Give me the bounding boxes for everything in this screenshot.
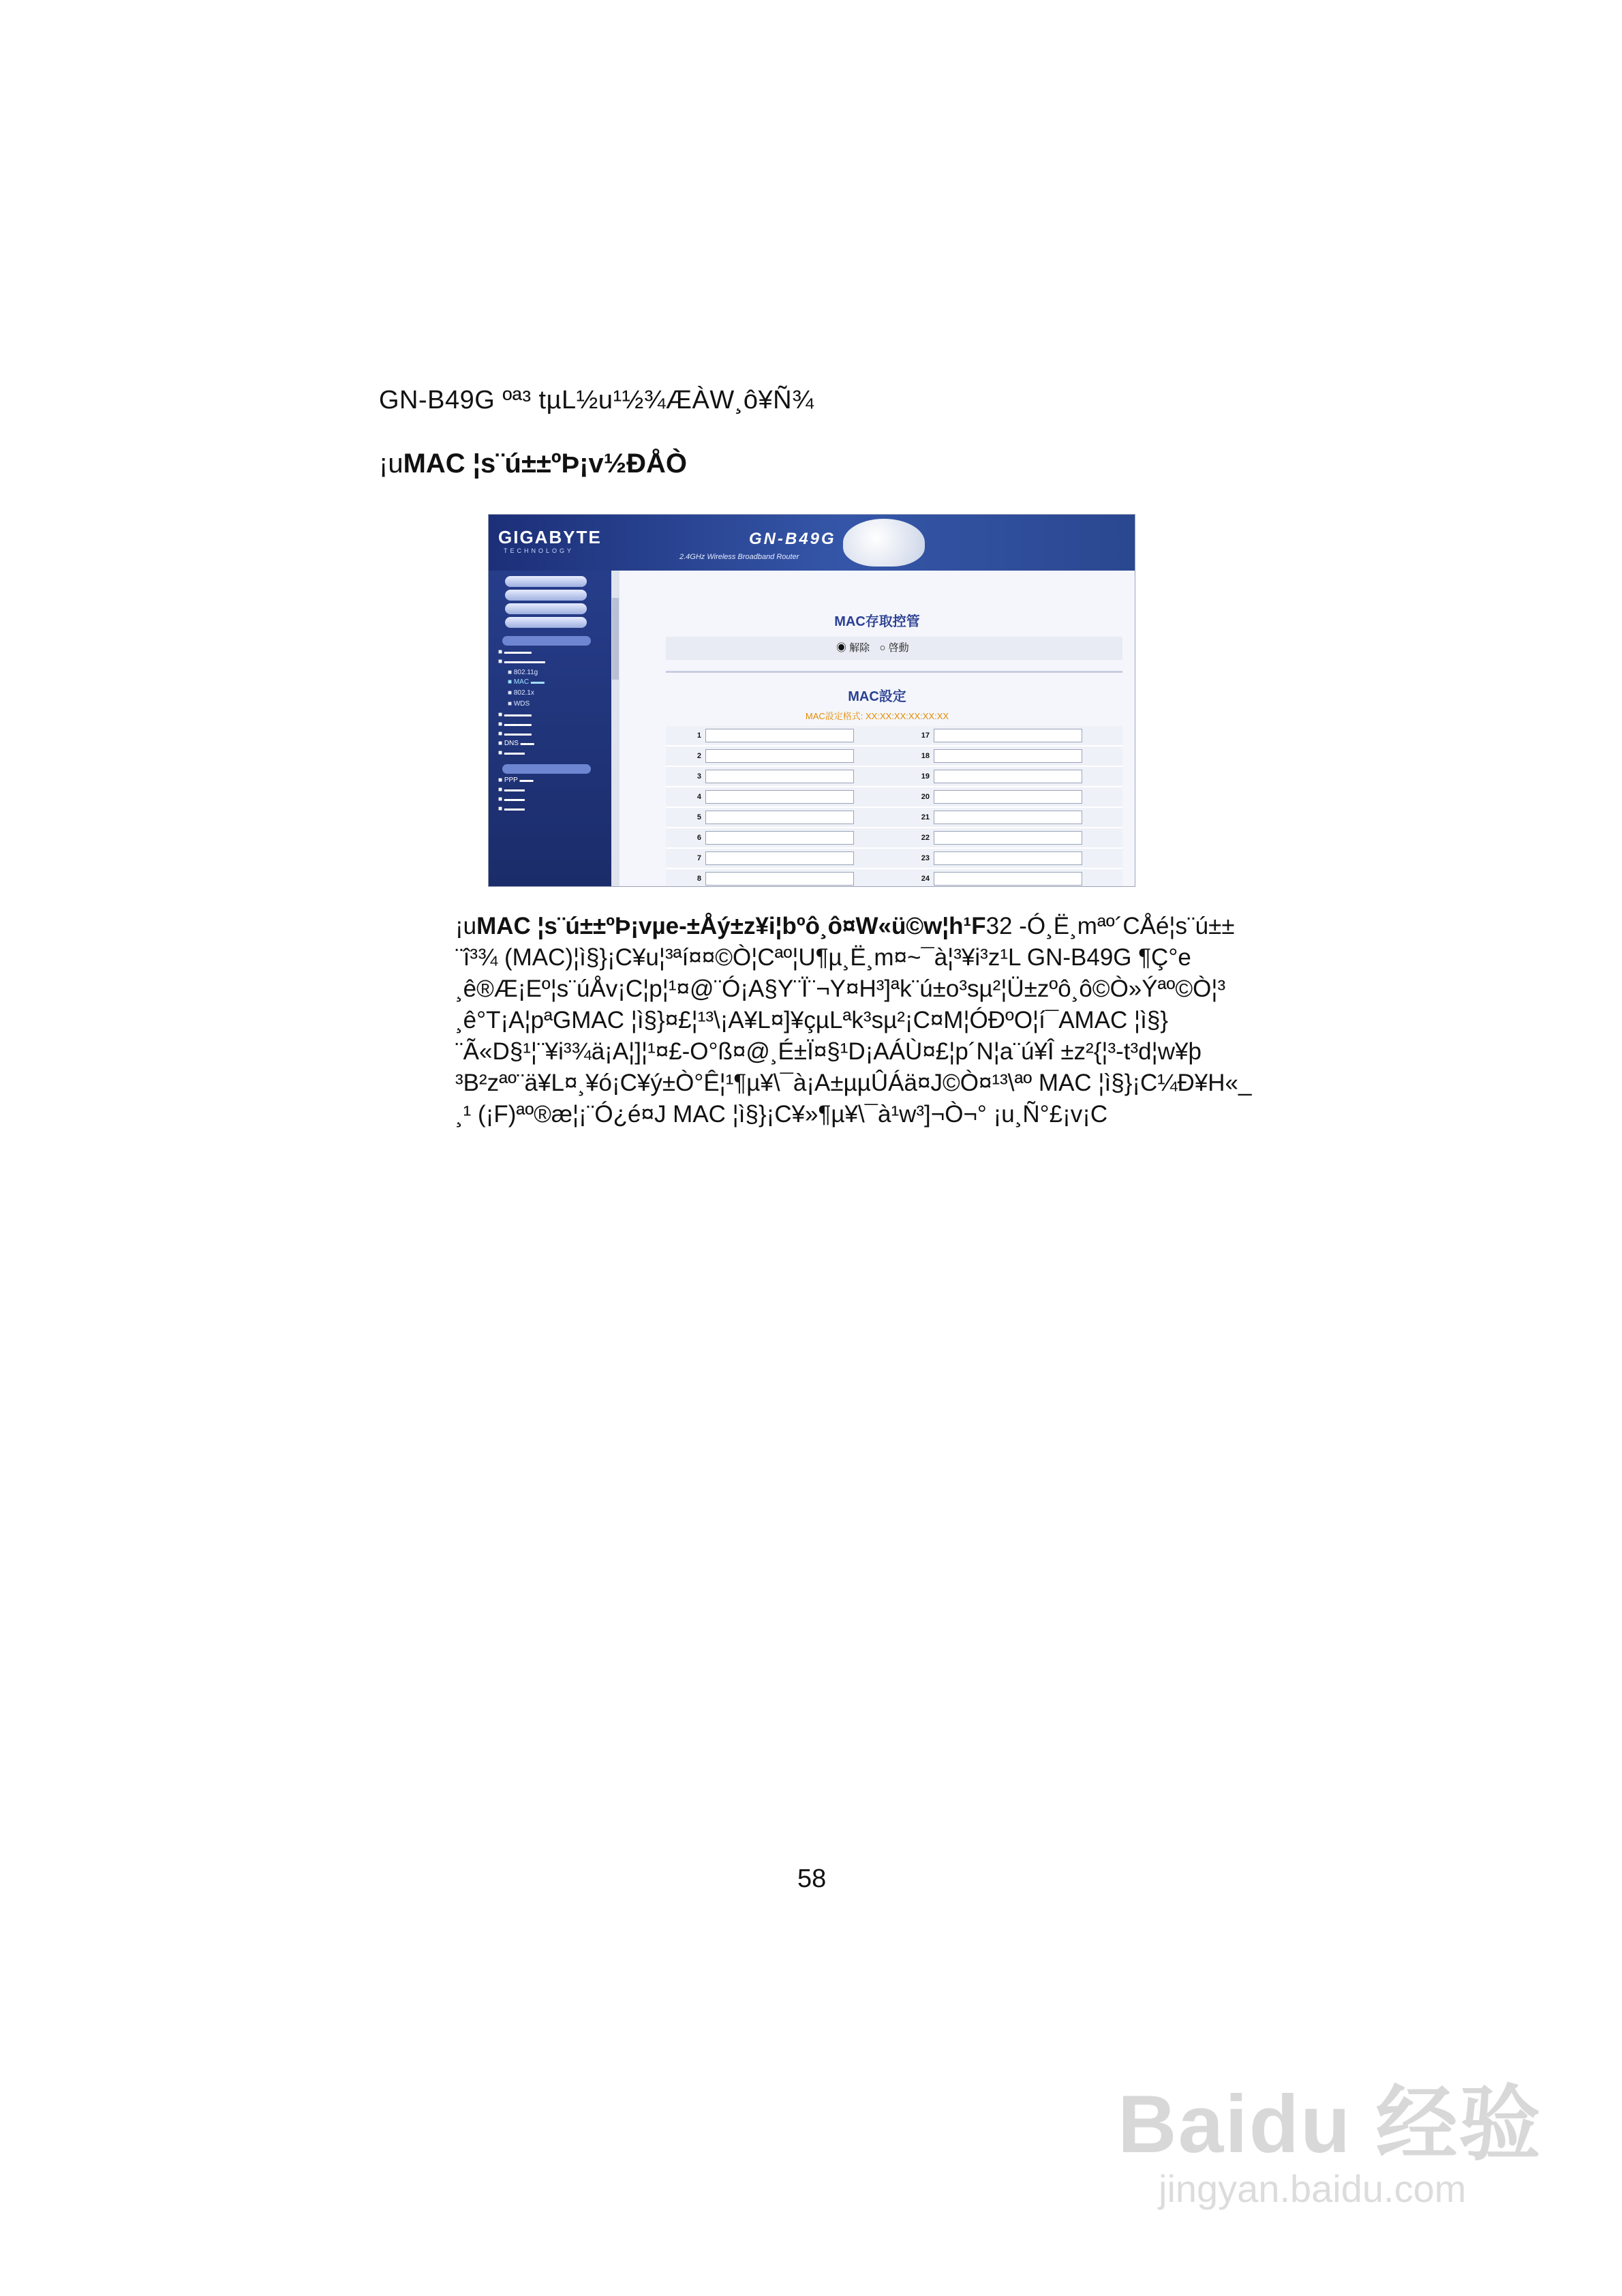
table-row: 8 24 [666,869,1122,887]
watermark-brand: Baidu 经验 [1118,2079,1542,2170]
table-row: 1 17 [666,726,1122,746]
body-line-2: ¨î³¾ (MAC)¦ì§}¡C¥u¦³ªí¤¤©Ò¦Cªº¦U¶µ¸Ë¸m¤~¯à¦³¥i³z¹L GN-B49G ¶Ç°e [455,944,1191,971]
sidebar-item-network[interactable]: ■ ▬▬▬▬ [498,648,532,656]
sidebar-item-mac[interactable]: ■ MAC ▬▬ [508,678,545,686]
table-row: 6 22 [666,828,1122,849]
watermark-url: jingyan.baidu.com [1159,2167,1467,2210]
mac-input[interactable] [705,811,854,824]
gigabyte-logo: GIGABYTE [498,527,602,547]
mac-format-hint: MAC設定格式: XX:XX:XX:XX:XX:XX [805,711,949,721]
mac-input[interactable] [934,851,1082,865]
content-divider [666,671,1122,673]
radio-disable[interactable]: ◉ 解除 [836,642,870,654]
router-model-sub: 2.4GHz Wireless Broadband Router [679,553,799,561]
router-ui-screenshot [488,514,1135,887]
router-image-icon [843,519,925,567]
body-paragraph [455,911,1266,1130]
sidebar-item-80211g[interactable]: ■ 802.11g [508,669,538,676]
sidebar-section-tools [502,764,591,774]
sidebar-item-ppp[interactable]: ■ PPP ▬▬ [498,776,534,784]
gigabyte-logo-sub: TECHNOLOGY [504,547,575,554]
baidu-watermark [1118,2059,1542,2211]
body-line-1: ¡uMAC ¦s¨ú±±ºÞ¡vµe-±Åý±z¥i¦bºô¸ô¤W«ü©w¦h¹F32 -Ó¸Ë¸mªº´CÅé¦s¨ú±± [455,913,1235,939]
sidebar-item-password[interactable]: ■ ▬▬▬ [498,805,525,813]
mac-input[interactable] [934,831,1082,845]
section-heading-bold: MAC ¦s¨ú±±ºÞ¡v½ÐÅÒ [403,449,687,479]
sidebar-button-2[interactable] [505,590,587,601]
body-line-4: ¸ê°T¡A¦pªGMAC ¦ì§}¤£¦¹³\¡A¥L¤]¥çµLªk³sµ²¡C¤M¦ÓÐºO¦í¯AMAC ¦ì§} [455,1007,1169,1033]
mac-input[interactable] [934,770,1082,783]
page-number: 58 [797,1864,827,1893]
sidebar-item-firewall[interactable]: ■ ▬▬▬▬ [498,730,532,738]
mac-input[interactable] [705,831,854,845]
sidebar-item-reset[interactable]: ■ ▬▬▬ [498,796,525,803]
table-row: 3 19 [666,767,1122,787]
router-banner [489,515,1135,571]
section-heading [379,449,687,479]
sidebar-scroll-thumb[interactable] [612,598,619,680]
table-row: 7 23 [666,849,1122,869]
mac-input[interactable] [934,749,1082,763]
mac-input[interactable] [705,770,854,783]
sidebar-section-advanced [502,636,591,646]
sidebar-button-1[interactable] [505,576,587,587]
sidebar-scrollbar[interactable] [611,571,619,886]
mac-setting-title: MAC設定 [848,689,906,704]
body-line-5: ¨Ã«D§¹¦¨¥i³¾ä¡A¦]¦¹¤£-O°ß¤@¸É±Ï¤§¹D¡AÁÙ¤£¦p´N¦a¨ú¥Î ±z²{¦³-t³d¦w¥þ [455,1038,1202,1065]
sidebar-button-4[interactable] [505,617,587,628]
mac-address-grid [666,726,1122,887]
section-heading-prefix: ¡u [379,449,403,479]
router-model: GN-B49G [749,530,836,548]
mac-input[interactable] [705,872,854,886]
sidebar-item-dns[interactable]: ■ DNS ▬▬ [498,740,534,747]
mac-input[interactable] [705,851,854,865]
table-row: 5 21 [666,808,1122,828]
mac-access-radio-bar [666,637,1122,660]
radio-enable[interactable]: ○ 啓動 [879,642,909,654]
sidebar-item-url[interactable]: ■ ▬▬▬ [498,749,525,757]
table-row: 4 20 [666,787,1122,808]
mac-input[interactable] [934,811,1082,824]
sidebar-item-wds[interactable]: ■ WDS [508,700,530,708]
mac-input[interactable] [705,729,854,742]
sidebar-item-virtual-server[interactable]: ■ ▬▬▬▬ [498,721,532,728]
mac-input[interactable] [934,790,1082,804]
sidebar-item-8021x[interactable]: ■ 802.1x [508,689,534,697]
sidebar-button-3[interactable] [505,603,587,614]
mac-input[interactable] [705,749,854,763]
router-content [625,576,1129,887]
sidebar-item-routing[interactable]: ■ ▬▬▬▬ [498,711,532,719]
mac-input[interactable] [705,790,854,804]
mac-input[interactable] [934,729,1082,742]
sidebar-item-restart[interactable]: ■ ▬▬▬ [498,786,525,794]
sidebar-item-wireless[interactable]: ■ ▬▬▬▬▬▬ [498,658,545,665]
body-line-7: ¸¹ (¡F)ªº®æ¦¡¨Ó¿é¤J MAC ¦ì§}¡C¥»¶µ¥\¯à¹w³]¬Ò¬° ¡u¸Ñ°£¡v¡C [455,1101,1108,1128]
mac-access-title: MAC存取控管 [834,614,920,629]
body-line-3: ¸ê®Æ¡Eº¦s¨úÅv¡C¦p¦¹¤@¨Ó¡A§Y¨Ï¨¬Y¤H³]ªk¨ú±o³sµ²¦Ü±zºô¸ô©Ò»Ýªº©Ò¦³ [455,976,1226,1002]
router-sidebar [489,571,611,886]
body-line-6: ³B²zªº¨ä¥L¤¸¥ó¡C¥ý±Ò°Ê¦¹¶µ¥\¯à¡A±µµÛÁä¤J©Ò¤¹³\ªº MAC ¦ì§}¡C¼Ð¥H«_ [455,1070,1252,1096]
document-header: GN-B49G ºª³ tµL½u¹½¾ÆÀW¸ô¥Ñ¾ [379,386,814,414]
mac-input[interactable] [934,872,1082,886]
table-row: 2 18 [666,746,1122,767]
